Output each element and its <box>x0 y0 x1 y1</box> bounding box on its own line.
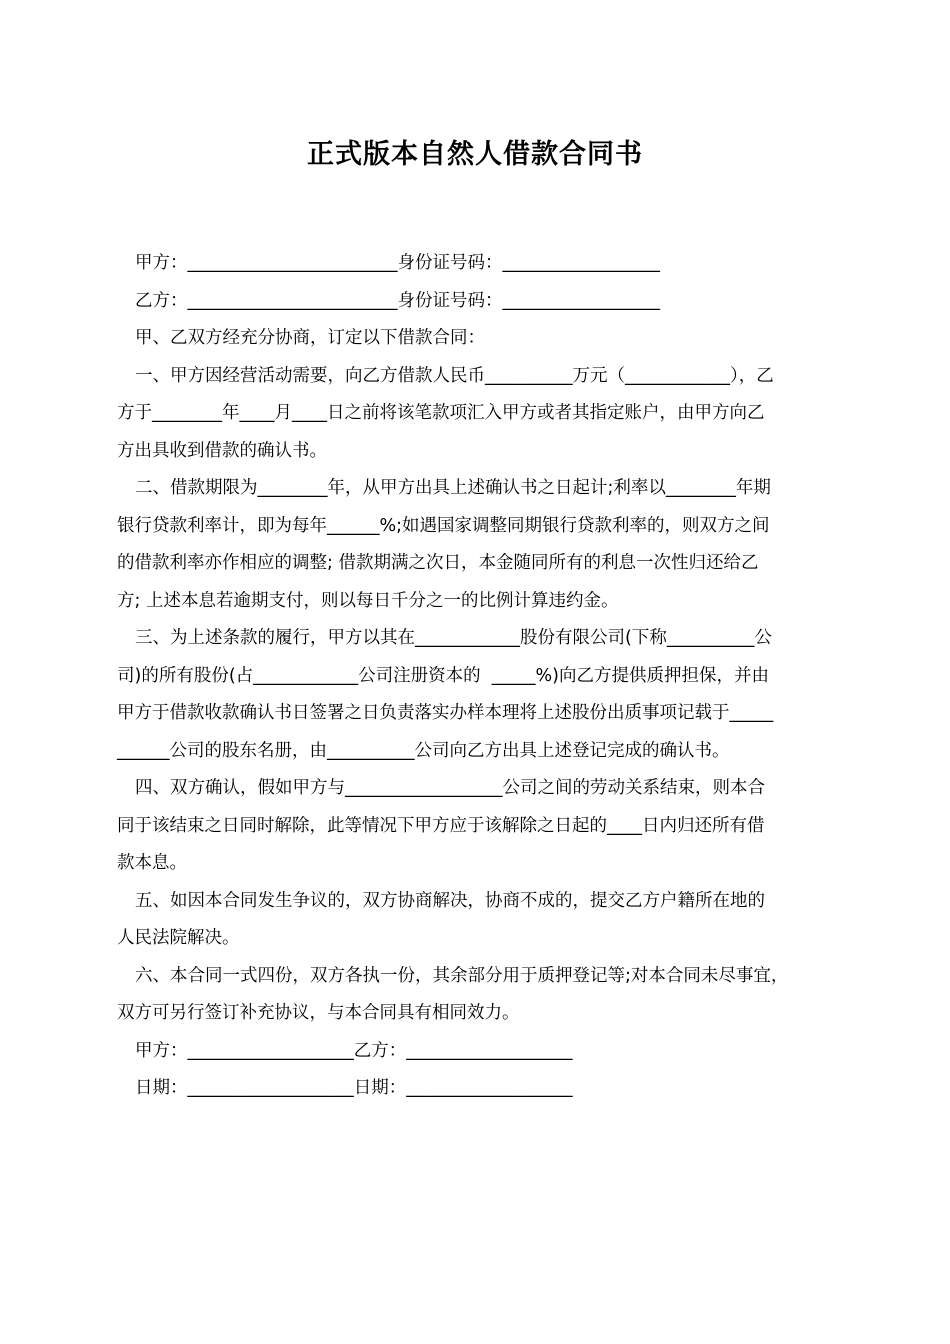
clause-5-line-2: 人民法院解决。 <box>117 928 240 948</box>
clause-5-line-1: 五、如因本合同发生争议的，双方协商解决，协商不成的，提交乙方户籍所在地的 <box>135 890 765 911</box>
date-line: 日期：___________________日期：___________________ <box>135 1078 573 1098</box>
document-title: 正式版本自然人借款合同书 <box>307 139 643 170</box>
clause-2-line-4: 方; 上述本息若逾期支付，则以每日千分之一的比例计算违约金。 <box>117 590 619 611</box>
clause-3-line-2: 司)的所有股份(占____________公司注册资本的 _____%)向乙方提供质押担保，并由 <box>117 665 769 686</box>
preamble-line: 甲、乙双方经充分协商，订定以下借款合同： <box>135 328 485 348</box>
clause-1-line-3: 方出具收到借款的确认书。 <box>117 440 327 461</box>
party-b-line: 乙方：________________________身份证号码：__________________ <box>135 290 660 311</box>
clause-2-line-2: 银行贷款利率计，即为每年______%;如遇国家调整同期银行贷款利率的，则双方之间 <box>117 515 770 536</box>
clause-6-line-2: 双方可另行签订补充协议，与本合同具有相同效力。 <box>117 1003 520 1023</box>
clause-4-line-1: 四、双方确认，假如甲方与__________________公司之间的劳动关系结束，则本合 <box>135 778 765 798</box>
clause-1-line-1: 一、甲方因经营活动需要，向乙方借款人民币__________万元（____________），乙 <box>135 365 774 386</box>
clause-3-line-4: ______公司的股东名册，由__________公司向乙方出具上述登记完成的确认书。 <box>117 740 730 761</box>
clause-3-line-3: 甲方于借款收款确认书日签署之日负责落实办样本理将上述股份出质事项记载于_____ <box>117 703 774 723</box>
document-body <box>117 245 837 1108</box>
clause-4-line-2: 同于该结束之日同时解除，此等情况下甲方应于该解除之日起的____日内归还所有借 <box>117 815 765 836</box>
clause-3-line-1: 三、为上述条款的履行，甲方以其在____________股份有限公司(下称__________公 <box>135 628 772 648</box>
party-a-line: 甲方：________________________身份证号码：__________________ <box>135 253 660 273</box>
clause-2-line-3: 的借款利率亦作相应的调整; 借款期满之次日，本金随同所有的利息一次性归还给乙 <box>117 553 759 573</box>
signature-line: 甲方：___________________乙方：___________________ <box>135 1040 573 1061</box>
clause-2-line-1: 二、借款期限为________年，从甲方出具上述确认书之日起计;利率以________年期 <box>135 478 771 498</box>
clause-6-line-1: 六、本合同一式四份，双方各执一份，其余部分用于质押登记等;对本合同未尽事宜， <box>135 965 789 986</box>
clause-4-line-3: 款本息。 <box>117 853 187 873</box>
clause-1-line-2: 方于________年____月____日之前将该笔款项汇入甲方或者其指定账户，由甲方向乙 <box>117 403 765 423</box>
